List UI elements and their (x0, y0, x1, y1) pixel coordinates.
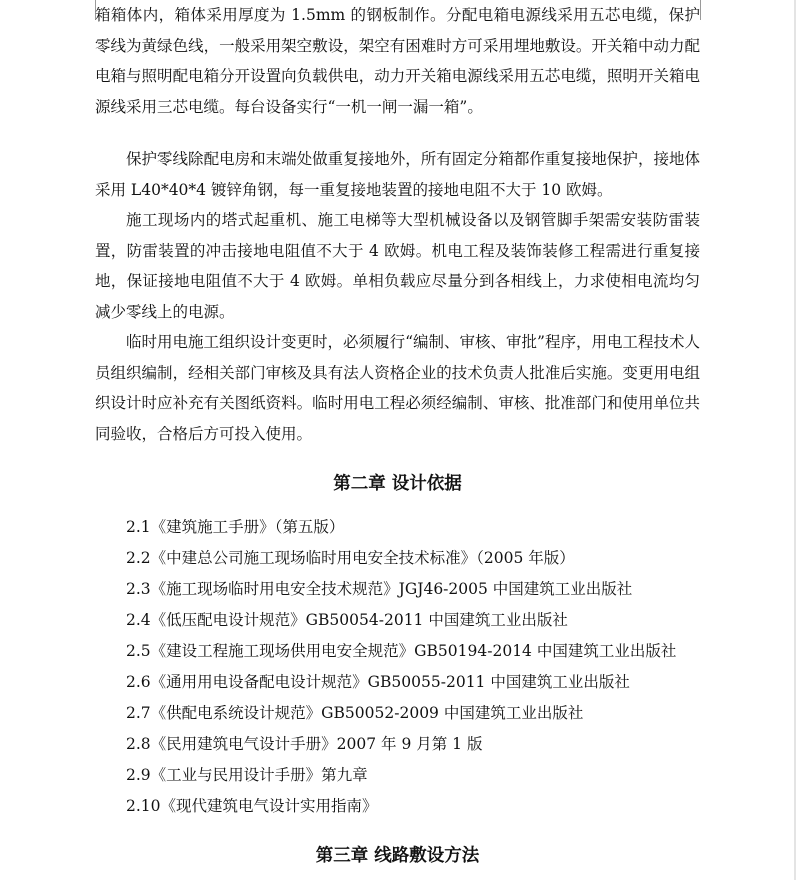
crop-mark-right (700, 0, 719, 20)
reference-item: 2.7《供配电系统设计规范》GB50052-2009 中国建筑工业出版社 (126, 704, 584, 722)
reference-item: 2.6《通用用电设备配电设计规范》GB50055-2011 中国建筑工业出版社 (126, 673, 630, 691)
paragraph-lightning-protection: 施工现场内的塔式起重机、施工电梯等大型机械设备以及钢管脚手架需安装防雷装置，防雷装置的冲击接地电阻值不大于 4 欧姆。机电工程及装饰装修工程需进行重复接地，保证接地电阻值不大于 4 欧姆。单相负载应尽量分到各相线上，力求使相电流均匀减少零线上的电源。 (95, 211, 700, 321)
reference-item: 2.3《施工现场临时用电安全技术规范》JGJ46-2005 中国建筑工业出版社 (126, 580, 633, 598)
reference-item: 2.9《工业与民用设计手册》第九章 (126, 766, 368, 784)
reference-item: 2.2《中建总公司施工现场临时用电安全技术标准》（2005 年版） (126, 549, 575, 567)
paragraph-design-change: 临时用电施工组织设计变更时，必须履行“编制、审核、审批”程序，用电工程技术人员组织编制，经相关部门审核及具有法人资格企业的技术负责人批准后实施。变更用电组织设计时应补充有关图纸资料。临时用电工程必须经编制、审核、批准部门和使用单位共同验收，合格后方可投入使用。 (95, 333, 700, 443)
reference-list (126, 512, 676, 822)
reference-item: 2.5《建设工程施工现场供用电安全规范》GB50194-2014 中国建筑工业出版社 (126, 642, 677, 660)
chapter-3-heading: 第三章 线路敷设方法 (315, 846, 480, 866)
reference-item: 2.10《现代建筑电气设计实用指南》 (126, 797, 378, 815)
reference-item: 2.8《民用建筑电气设计手册》2007 年 9 月第 1 版 (126, 735, 483, 753)
reference-item: 2.4《低压配电设计规范》GB50054-2011 中国建筑工业出版社 (126, 611, 568, 629)
chapter-2-heading: 第二章 设计依据 (333, 474, 462, 494)
crop-mark-left (80, 0, 96, 20)
paragraph-grounding: 保护零线除配电房和末端处做重复接地外，所有固定分箱都作重复接地保护，接地体采用 L40*40*4 镀锌角钢，每一重复接地装置的接地电阻不大于 10 欧姆。 (95, 150, 700, 199)
paragraph-distribution-box: 箱箱体内，箱体采用厚度为 1.5mm 的钢板制作。分配电箱电源线采用五芯电缆，保护零线为黄绿色线，一般采用架空敷设，架空有困难时方可采用埋地敷设。开关箱中动力配电箱与照明配电箱分开设置向负载供电，动力开关箱电源线采用五芯电缆，照明开关箱电源线采用三芯电缆。每台设备实行“一机一闸一漏一箱”。 (95, 6, 700, 116)
reference-item: 2.1《建筑施工手册》（第五版） (126, 518, 345, 536)
